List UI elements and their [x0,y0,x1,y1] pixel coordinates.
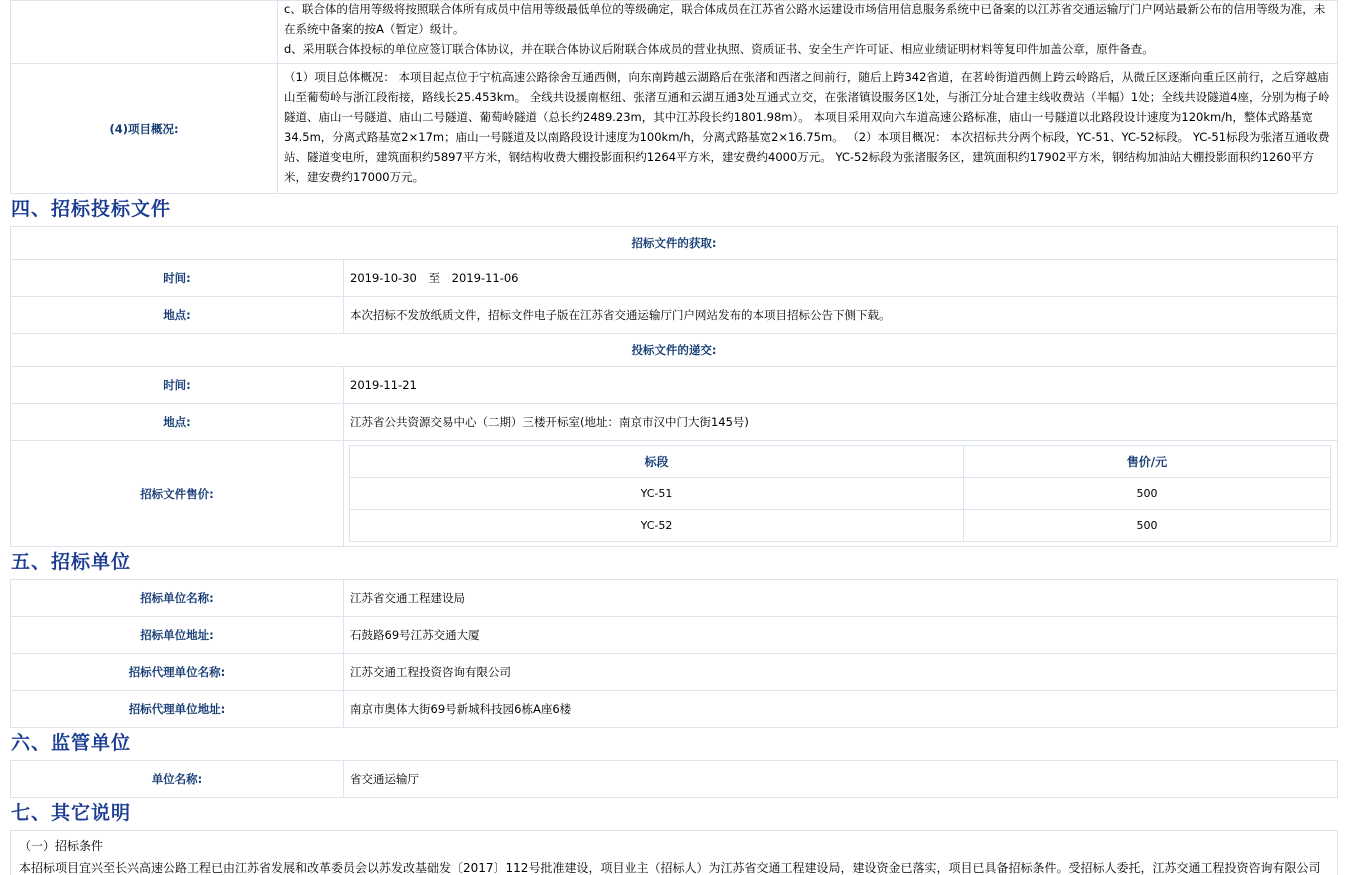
supervisor-table [10,760,1338,798]
section-7-title: 七、其它说明 [11,802,132,824]
submit-place-value: 江苏省公共资源交易中心（二期）三楼开标室(地址：南京市汉中门大街145号) [344,404,1338,441]
obtain-place-label: 地点: [11,297,344,334]
consortium-rule-d: d、采用联合体投标的单位应签订联合体协议，并在联合体协议后附联合体成员的营业执照、资质证书、安全生产许可证、相应业绩证明材料等复印件加盖公章，原件备查。 [284,42,1154,56]
obtain-header: 招标文件的获取: [11,227,1338,260]
other-notes [10,830,1338,875]
section-6-title: 六、监管单位 [11,732,132,754]
agent-name-label: 招标代理单位名称: [11,654,344,691]
agent-address-label: 招标代理单位地址: [11,691,344,728]
obtain-time-start: 2019-10-30 [350,271,417,285]
submit-header: 投标文件的递交: [11,334,1338,367]
tenderer-table [10,579,1338,728]
submit-time-label: 时间: [11,367,344,404]
obtain-time-value [344,260,1338,297]
price-table [349,445,1331,542]
price-row-section: YC-52 [350,510,964,542]
bid-conditions-text: 本招标项目宜兴至长兴高速公路工程已由江苏省发展和改革委员会以苏发改基础发〔2017〕112号批准建设，项目业主（招标人）为江苏省交通工程建设局，建设资金已落实，项目已具备招标条件。受招标人委托，江苏交通工程投资咨询有限公司 [19,861,1321,875]
price-label: 招标文件售价: [11,441,344,547]
agent-address-value: 南京市奥体大街69号新城科技园6栋A座6楼 [344,691,1338,728]
project-overview-label: (4)项目概况: [11,64,278,194]
project-overview-text: （1）项目总体概况： 本项目起点位于宁杭高速公路徐舍互通西侧，向东南跨越云湖路后在张渚和西渚之间前行，随后上跨342省道，在茗岭街道西侧上跨云岭路后，从微丘区逐渐向重丘区前行，之后穿越庙山至葡萄岭与浙江段衔接，路线长25.453km。 全线共设援南枢纽、张渚互通和云湖互通3处互通式立交，在张渚镇设服务区1处，与浙江分址合建主线收费站（半幅）1处；全线共设隧道4座，分别为梅子岭隧道、庙山一号隧道、庙山二号隧道、葡萄岭隧道（总长约2489.23m，其中江苏段长约1801.98m）。 本项目采用双向六车道高速公路标准，庙山一号隧道以北路段设计速度为120km/h，整体式路基宽34.5m，分离式路基宽2×17m；庙山一号隧道及以南路段设计速度为100km/h，分离式路基宽2×16.75m。 （2）本项目概况： 本次招标共分两个标段，YC-51、YC-52标段。 YC-51标段为张渚互通收费站、隧道变电所，建筑面积约5897平方米，钢结构收费大棚投影面积约1264平方米，建安费约4000万元。 YC-52标段为张渚服务区，建筑面积约17902平方米，钢结构加油站大棚投影面积约1260平方米，建安费约17000万元。 [278,64,1338,194]
tenderer-address-label: 招标单位地址: [11,617,344,654]
bidding-documents-table [10,226,1338,547]
obtain-place-value: 本次招标不发放纸质文件，招标文件电子版在江苏省交通运输厅门户网站发布的本项目招标公告下侧下载。 [344,297,1338,334]
price-row-section: YC-51 [350,478,964,510]
consortium-rules-cell [278,1,1338,64]
consortium-rule-c: c、联合体的信用等级将按照联合体所有成员中信用等级最低单位的等级确定，联合体成员在江苏省公路水运建设市场信用信息服务系统中已备案的以江苏省交通运输厅门户网站最新公布的信用等级为准，未在系统中备案的按A（暂定）级计。 [284,2,1326,36]
price-col-price: 售价/元 [964,446,1331,478]
price-row-price: 500 [964,510,1331,542]
obtain-time-separator: 至 [428,271,440,285]
obtain-time-label: 时间: [11,260,344,297]
submit-time-value: 2019-11-21 [344,367,1338,404]
price-col-section: 标段 [350,446,964,478]
tenderer-name-value: 江苏省交通工程建设局 [344,580,1338,617]
submit-place-label: 地点: [11,404,344,441]
project-overview-table [10,0,1338,194]
agent-name-value: 江苏交通工程投资咨询有限公司 [344,654,1338,691]
price-cell [344,441,1338,547]
supervisor-unit-label: 单位名称: [11,761,344,798]
blank-label-cell [11,1,278,64]
tenderer-address-value: 石鼓路69号江苏交通大厦 [344,617,1338,654]
table-row [350,510,1331,542]
announcement-content [10,0,1338,875]
supervisor-unit-value: 省交通运输厅 [344,761,1338,798]
tenderer-name-label: 招标单位名称: [11,580,344,617]
table-row [350,478,1331,510]
price-row-price: 500 [964,478,1331,510]
bid-conditions-heading: （一）招标条件 [19,839,104,853]
section-4-title: 四、招标投标文件 [11,198,172,220]
obtain-time-end: 2019-11-06 [451,271,519,285]
section-5-title: 五、招标单位 [11,551,132,573]
